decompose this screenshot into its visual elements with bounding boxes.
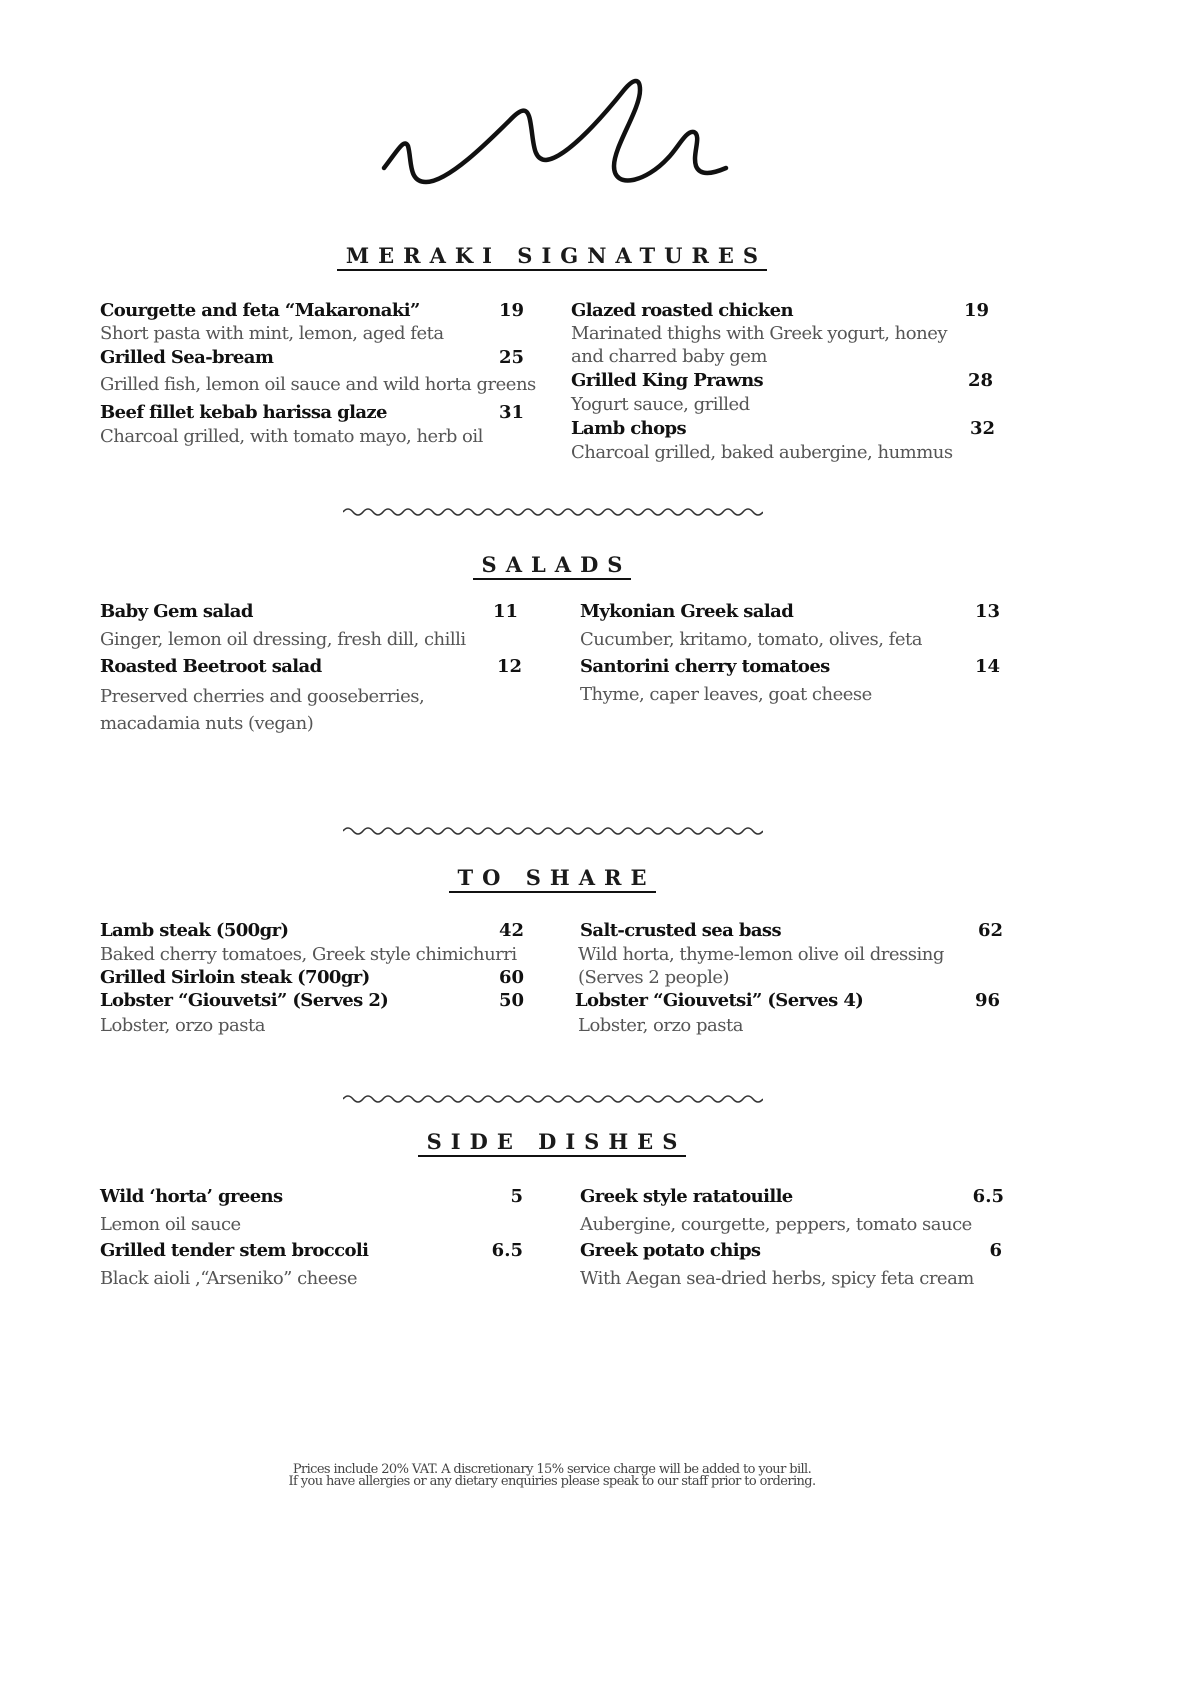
dish-price: 32 [969, 418, 995, 439]
dish-description: Lobster, orzo pasta [100, 1015, 265, 1036]
dish-name: Santorini cherry tomatoes [580, 656, 830, 677]
dish-price: 12 [496, 656, 522, 677]
footer-vat-line: Prices include 20% VAT. A discretionary 15% service charge will be added to your bill. [292, 1462, 812, 1477]
dish-price: 31 [498, 402, 524, 423]
dish-price: 6.5 [491, 1240, 523, 1261]
dish-name: Grilled King Prawns [571, 370, 764, 391]
menu-item [100, 1240, 523, 1290]
dish-description: Lobster, orzo pasta [578, 1015, 743, 1036]
dish-price: 13 [974, 601, 1000, 622]
section-title-salads [0, 552, 1104, 577]
dish-description: Yogurt sauce, grilled [571, 394, 750, 415]
dish-description: With Aegan sea-dried herbs, spicy feta cream [580, 1268, 974, 1289]
dish-price: 42 [498, 920, 524, 941]
menu-item [580, 1186, 1004, 1236]
menu-item [571, 370, 993, 416]
dish-price: 11 [492, 601, 518, 622]
footer-note [0, 1464, 1104, 1488]
menu-item [580, 601, 1000, 651]
dish-name: Grilled tender stem broccoli [100, 1240, 369, 1261]
wave-signature-logo-icon [378, 70, 732, 195]
menu-item [100, 656, 522, 736]
menu-item [571, 300, 991, 370]
dish-name: Baby Gem salad [100, 601, 253, 622]
dish-price: 19 [963, 300, 989, 321]
dish-name: Wild ‘horta’ greens [100, 1186, 283, 1207]
dish-price: 6.5 [972, 1186, 1004, 1207]
dish-name: Beef fillet kebab harissa glaze [100, 402, 387, 423]
menu-item [578, 920, 1003, 990]
wavy-divider [343, 504, 763, 520]
dish-name: Greek potato chips [580, 1240, 761, 1261]
dish-price: 62 [977, 920, 1003, 941]
menu-item [580, 656, 1000, 706]
dish-price: 96 [974, 990, 1000, 1011]
dish-description: Charcoal grilled, baked aubergine, hummus [571, 442, 953, 463]
section-title-side-dishes-text: SIDE DISHES [418, 1129, 687, 1157]
menu-item [100, 300, 526, 350]
dish-name: Lamb steak (500gr) [100, 920, 289, 941]
dish-name: Mykonian Greek salad [580, 601, 794, 622]
section-title-to-share [0, 865, 1104, 890]
dish-price: 25 [498, 347, 524, 368]
dish-price: 60 [498, 967, 524, 988]
menu-item [100, 601, 518, 651]
dish-name: Lamb chops [571, 418, 686, 439]
dish-description: Wild horta, thyme-lemon olive oil dressing (Serves 2 people) [578, 944, 944, 988]
dish-description: Thyme, caper leaves, goat cheese [580, 684, 872, 705]
menu-item [100, 347, 536, 397]
section-title-to-share-text: TO SHARE [449, 865, 656, 893]
dish-name: Grilled Sirloin steak (700gr) [100, 967, 370, 988]
dish-description: Marinated thighs with Greek yogurt, honey and charred baby gem [571, 323, 948, 367]
dish-name: Greek style ratatouille [580, 1186, 793, 1207]
menu-item [100, 402, 526, 452]
section-title-salads-text: SALADS [473, 552, 632, 580]
menu-item [575, 990, 1000, 1036]
wavy-divider [343, 1091, 763, 1107]
dish-description: Preserved cherries and gooseberries, macadamia nuts (vegan) [100, 686, 425, 734]
menu-item [571, 418, 995, 464]
dish-price: 28 [967, 370, 993, 391]
dish-description: Black aioli ,“Arseniko” cheese [100, 1268, 357, 1289]
dish-name: Glazed roasted chicken [571, 300, 793, 321]
dish-price: 6 [989, 1240, 1002, 1261]
menu-item [100, 1186, 523, 1236]
section-title-signatures [0, 243, 1104, 268]
dish-description: Grilled fish, lemon oil sauce and wild horta greens [100, 374, 536, 395]
wavy-divider [343, 823, 763, 839]
dish-description: Lemon oil sauce [100, 1214, 241, 1235]
dish-name: Salt-crusted sea bass [580, 920, 782, 941]
dish-description: Baked cherry tomatoes, Greek style chimichurri [100, 944, 517, 965]
dish-description: Aubergine, courgette, peppers, tomato sauce [580, 1214, 972, 1235]
dish-price: 14 [974, 656, 1000, 677]
dish-description: Ginger, lemon oil dressing, fresh dill, chilli [100, 629, 466, 650]
section-title-signatures-text: MERAKI SIGNATURES [337, 243, 767, 271]
dish-price: 5 [510, 1186, 523, 1207]
dish-price: 50 [498, 990, 524, 1011]
dish-name: Roasted Beetroot salad [100, 656, 322, 677]
dish-description: Charcoal grilled, with tomato mayo, herb oil [100, 426, 483, 447]
menu-item [100, 967, 524, 991]
menu-item [580, 1240, 1004, 1290]
dish-name: Lobster “Giouvetsi” (Serves 2) [100, 990, 389, 1011]
dish-price: 19 [498, 300, 524, 321]
menu-item [100, 990, 524, 1036]
section-title-side-dishes [0, 1129, 1104, 1154]
menu-item [100, 920, 524, 966]
dish-description: Short pasta with mint, lemon, aged feta [100, 323, 444, 344]
footer-allergy-line: If you have allergies or any dietary enquiries please speak to our staff prior to ordering. [288, 1474, 816, 1489]
dish-name: Courgette and feta “Makaronaki” [100, 300, 420, 321]
dish-name: Grilled Sea-bream [100, 347, 274, 368]
dish-name: Lobster “Giouvetsi” (Serves 4) [575, 990, 864, 1011]
dish-description: Cucumber, kritamo, tomato, olives, feta [580, 629, 922, 650]
